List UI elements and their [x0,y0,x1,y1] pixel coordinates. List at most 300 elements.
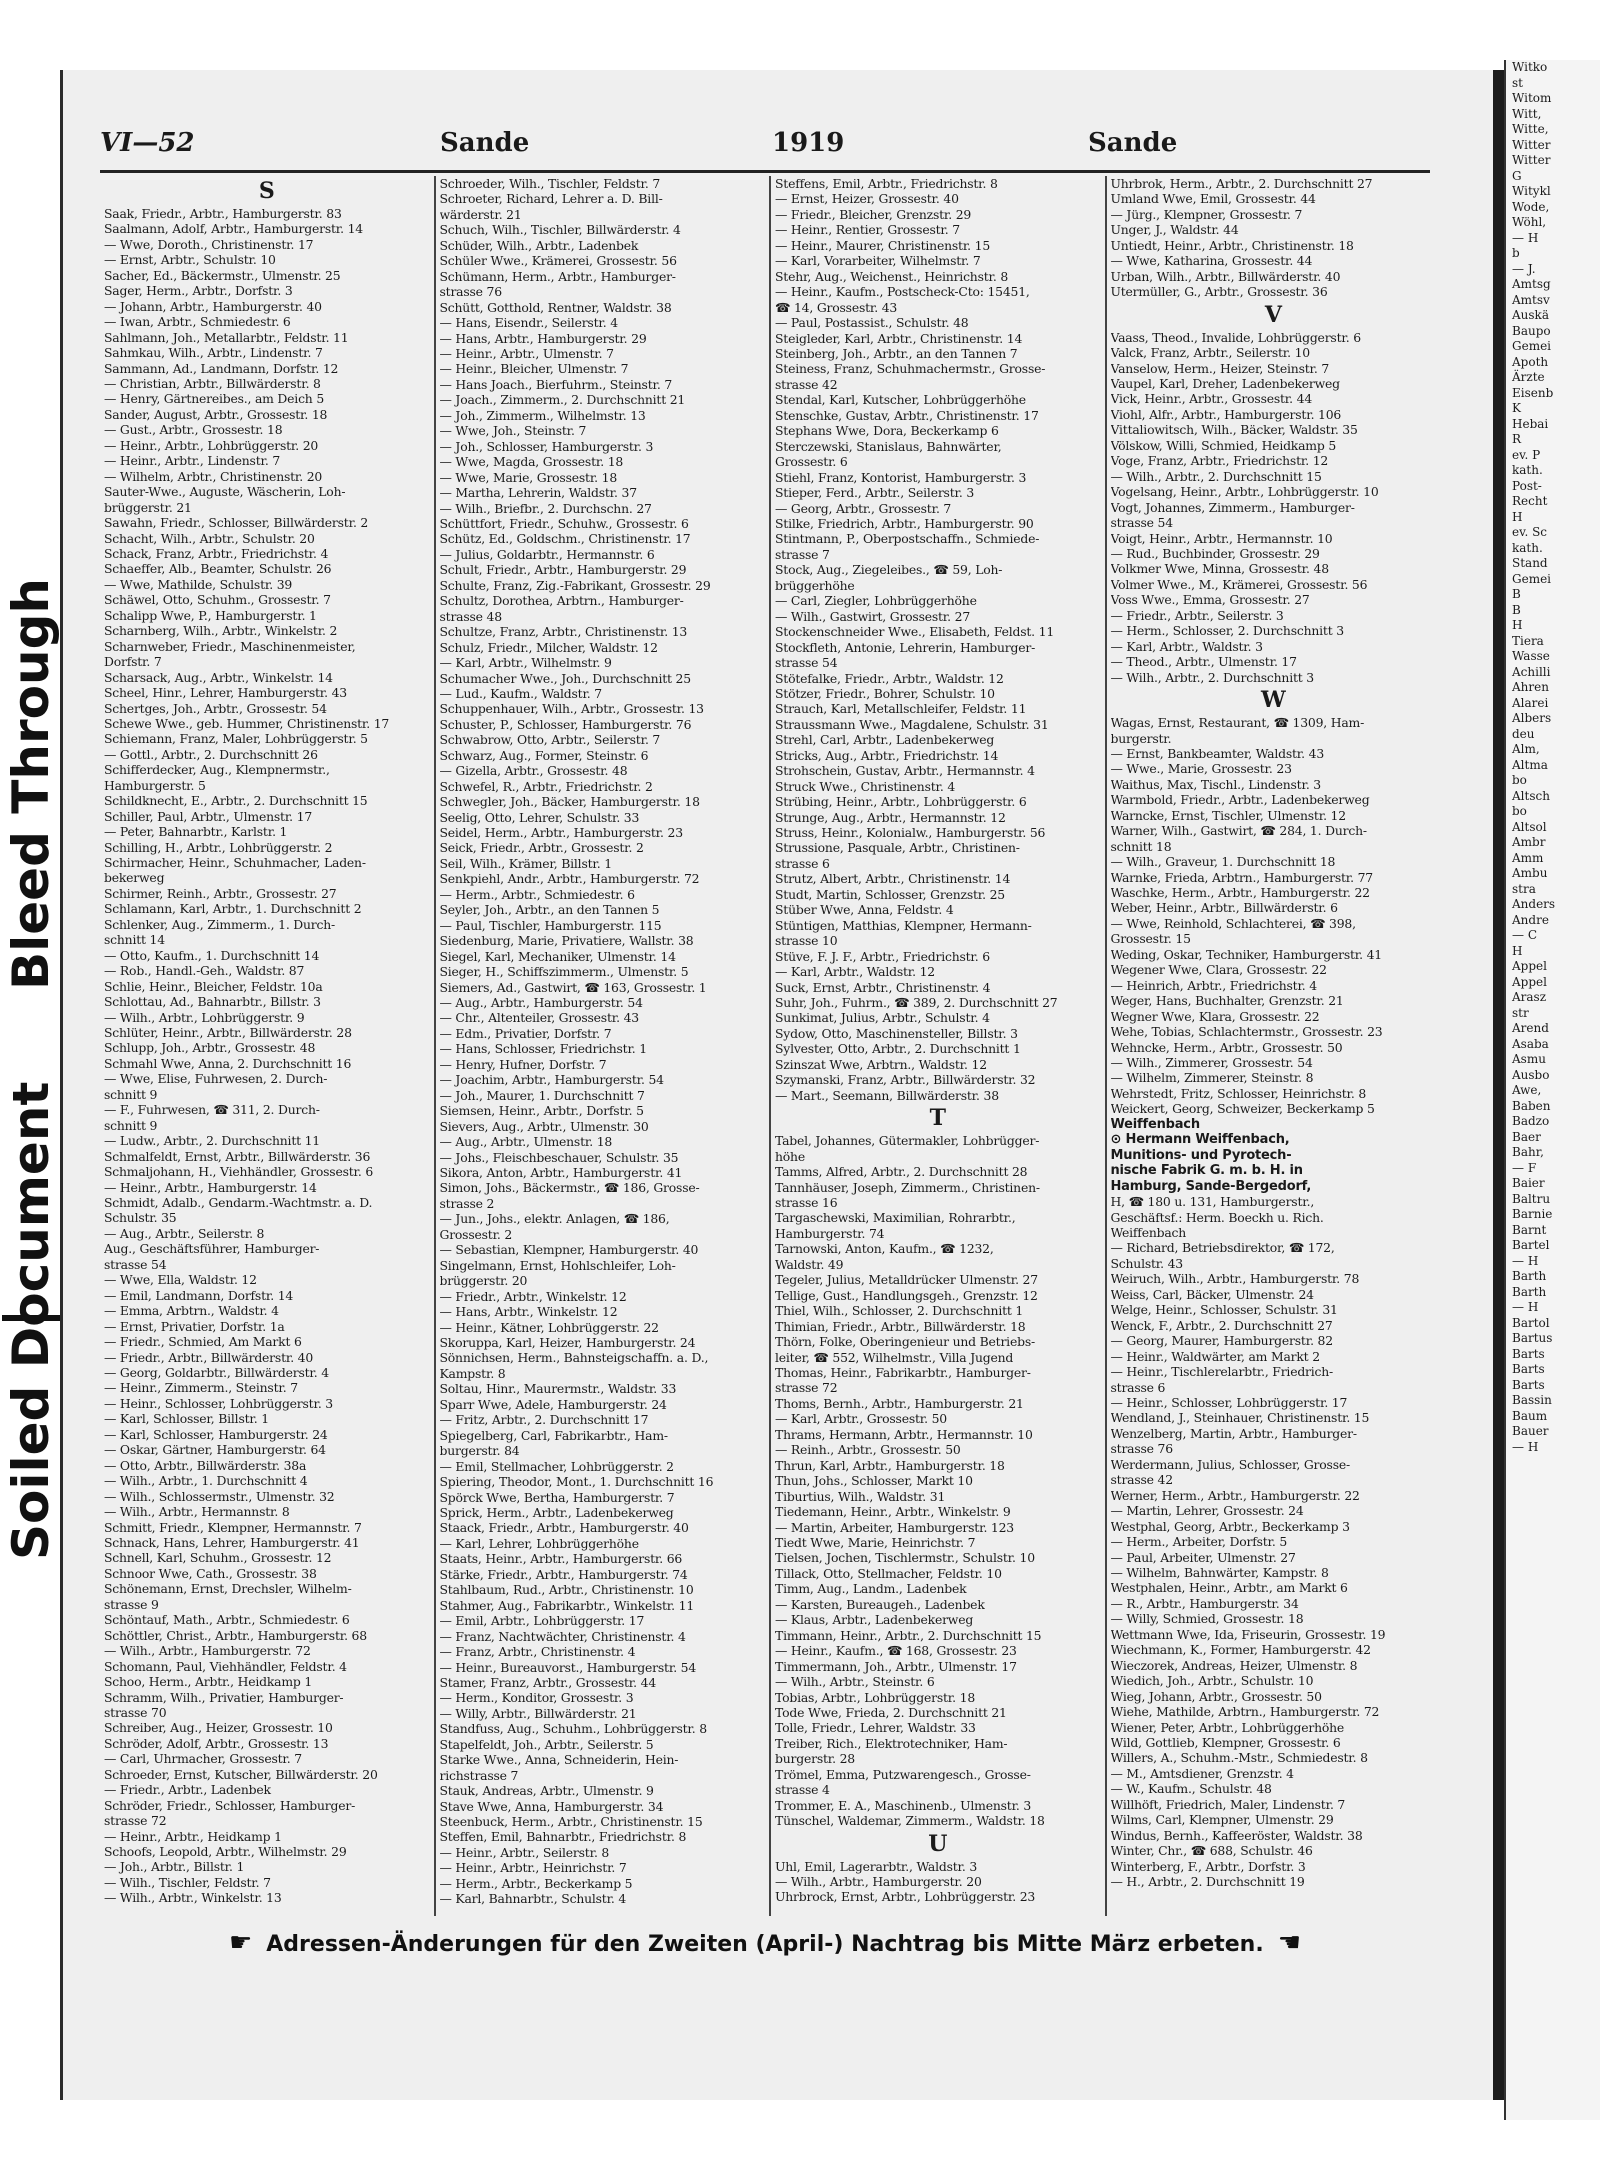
directory-entry: — Wilh., Arbtr., 2. Durchschnitt 3 [1110,669,1314,685]
directory-entry: Schmahl Wwe, Anna, 2. Durchschnitt 16 [104,1055,352,1071]
directory-entry: Strehl, Carl, Arbtr., Ladenbekerweg [775,732,995,748]
directory-entry: Sammann, Ad., Landmann, Dorfstr. 12 [104,360,339,376]
directory-entry: — Heinr., Arbtr., Seilerstr. 8 [439,1844,610,1860]
directory-entry: — Friedr., Arbtr., Winkelstr. 12 [439,1288,627,1304]
directory-entry: Schmalfeldt, Ernst, Arbtr., Billwärderstr. 36 [104,1148,371,1164]
edge-fragment: — H [1512,1300,1539,1314]
directory-entry: Schreiber, Aug., Heizer, Grossestr. 10 [104,1720,333,1736]
directory-entry: Willhöft, Friedrich, Maler, Lindenstr. 7 [1110,1796,1346,1812]
directory-entry: — Heinr., Waldwärter, am Markt 2 [1110,1348,1320,1364]
edge-fragment: G [1512,168,1522,183]
directory-entry: Viohl, Alfr., Arbtr., Hamburgerstr. 106 [1110,406,1342,422]
edge-fragment: Tiera [1512,633,1544,648]
directory-entry: Tamms, Alfred, Arbtr., 2. Durchschnitt 28 [775,1164,1028,1180]
directory-entry: — Karsten, Bureaugeh., Ladenbek [775,1596,985,1612]
directory-entry: Schlamann, Karl, Arbtr., 1. Durchschnitt 2 [104,901,362,917]
directory-column-3 [771,176,1107,1916]
bleed-through-label: Bleed Through [2,578,60,990]
directory-entry: — Joh., Arbtr., Billstr. 1 [104,1859,245,1875]
directory-entry: Schüttfort, Friedr., Schuhw., Grossestr. 6 [439,515,689,531]
directory-entry: — Joach., Zimmerm., 2. Durchschnitt 21 [439,392,686,408]
edge-fragment: Barth [1512,1284,1547,1299]
directory-entry: Seelig, Otto, Lehrer, Schulstr. 33 [439,809,640,825]
directory-entry: — Wwe, Magda, Grossestr. 18 [439,454,624,470]
directory-entry: Schirmacher, Heinr., Schuhmacher, Laden- [104,855,366,871]
directory-entry: Schroeder, Ernst, Kutscher, Billwärderstr. 20 [104,1766,378,1782]
edge-fragment: Anders [1512,897,1556,911]
directory-entry: Straussmann Wwe., Magdalene, Schulstr. 31 [775,716,1049,732]
directory-entry: Tielsen, Jochen, Tischlermstr., Schulstr. 10 [775,1550,1035,1566]
directory-entry: — Rob., Handl.-Geh., Waldstr. 87 [104,963,305,979]
directory-entry: Aug., Geschäftsführer, Hamburger- [104,1241,320,1257]
directory-entry: Sparr Wwe, Adele, Hamburgerstr. 24 [439,1396,667,1412]
directory-entry: Szinszat Wwe, Arbtrn., Waldstr. 12 [775,1056,987,1072]
directory-entry: Sieger, H., Schiffszimmerm., Ulmenstr. 5 [439,964,689,980]
directory-entry: Thomas, Heinr., Fabrikarbtr., Hamburger- [775,1364,1031,1380]
directory-entry: Waithus, Max, Tischl., Lindenstr. 3 [1110,776,1321,792]
directory-entry: richstrasse 7 [439,1767,519,1783]
edge-fragment: Witko [1512,60,1548,74]
edge-fragment: ev. P [1512,447,1541,462]
edge-fragment: — H [1512,1253,1539,1268]
directory-entry: Senkpiehl, Andr., Arbtr., Hamburgerstr. 72 [439,871,700,887]
directory-entry: — Karl, Arbtr., Waldstr. 12 [775,964,935,980]
directory-entry: — Wilhelm, Zimmerer, Steinstr. 8 [1110,1070,1314,1086]
directory-entry: strasse 42 [775,376,838,392]
directory-entry: Seidel, Herm., Arbtr., Hamburgerstr. 23 [439,825,683,841]
directory-entry: Scharnweber, Friedr., Maschinenmeister, [104,638,356,654]
edge-fragment: Gemei [1512,571,1552,586]
directory-entry: Saalmann, Adolf, Arbtr., Hamburgerstr. 14 [104,221,363,237]
directory-entry: Warner, Wilh., Gastwirt, ☎ 284, 1. Durch- [1110,823,1367,839]
directory-entry: Schult, Friedr., Arbtr., Hamburgerstr. 29 [439,562,687,578]
edge-fragment: Baupo [1512,323,1551,338]
edge-fragment: Arasz [1512,990,1547,1004]
edge-fragment: Baum [1512,1408,1548,1423]
directory-entry: Weiruch, Wilh., Arbtr., Hamburgerstr. 78 [1110,1271,1360,1287]
directory-entry: Schuch, Wilh., Tischler, Billwärderstr. 4 [439,222,681,238]
directory-entry: Stärke, Friedr., Arbtr., Hamburgerstr. 74 [439,1566,688,1582]
directory-entry: Schroeder, Wilh., Tischler, Feldstr. 7 [439,176,661,191]
directory-entry: Stockenschneider Wwe., Elisabeth, Feldst. 11 [775,624,1055,640]
directory-entry: — Friedr., Bleicher, Grenzstr. 29 [775,206,972,222]
directory-entry: — Aug., Arbtr., Hamburgerstr. 54 [439,995,643,1011]
directory-entry: Voigt, Heinr., Arbtr., Hermannstr. 10 [1110,530,1333,546]
directory-entry: Stahmer, Aug., Fabrikarbtr., Winkelstr. 11 [439,1597,695,1613]
directory-entry: Schiemann, Franz, Maler, Lohbrüggerstr. 5 [104,731,368,747]
directory-entry: Wiechmann, K., Former, Hamburgerstr. 42 [1110,1642,1371,1658]
directory-entry: Schulz, Friedr., Milcher, Waldstr. 12 [439,639,658,655]
directory-entry: Stephans Wwe, Dora, Beckerkamp 6 [775,423,999,439]
directory-entry: Tegeler, Julius, Metalldrücker Ulmenstr. 27 [775,1272,1038,1288]
directory-entry: Schlenker, Aug., Zimmerm., 1. Durch- [104,916,336,932]
directory-entry: — Wilh., Arbtr., Steinstr. 6 [775,1674,935,1690]
directory-entry: — Heinr., Arbtr., Ulmenstr. 7 [439,345,614,361]
directory-entry: — Iwan, Arbtr., Schmiedestr. 6 [104,314,291,330]
directory-entry: Wettmann Wwe, Ida, Friseurin, Grossestr. 19 [1110,1626,1386,1642]
directory-entry: Vogt, Johannes, Zimmerm., Hamburger- [1110,499,1355,515]
edge-fragment: Ambr [1512,835,1546,849]
directory-entry: bekerweg [104,870,165,886]
directory-entry: Sterczewski, Stanislaus, Bahnwärter, [775,438,1002,454]
directory-entry: brüggerstr. 21 [104,499,192,515]
directory-entry: Schramm, Wilh., Privatier, Hamburger- [104,1689,344,1705]
directory-entry: Stricks, Aug., Arbtr., Friedrichstr. 14 [775,747,999,763]
directory-entry: Tobias, Arbtr., Lohbrüggerstr. 18 [775,1689,976,1705]
directory-entry: Schwefel, R., Arbtr., Friedrichstr. 2 [439,778,653,794]
edge-fragment: Barts [1512,1346,1545,1361]
directory-entry: Schöntauf, Math., Arbtr., Schmiedestr. 6 [104,1612,350,1628]
directory-entry: — Herm., Arbtr., Beckerkamp 5 [439,1875,633,1891]
directory-entry: Umland Wwe, Emil, Grossestr. 44 [1110,191,1316,207]
directory-entry: — Wwe, Ella, Waldstr. 12 [104,1272,257,1288]
directory-entry: Winter, Chr., ☎ 688, Schulstr. 46 [1110,1843,1313,1859]
edge-fragment: Recht [1512,494,1548,508]
edge-fragment: Eisenb [1512,385,1554,400]
edge-fragment: Post- [1512,478,1542,493]
edge-fragment: Ambu [1512,866,1548,880]
directory-entry: Stamer, Franz, Arbtr., Grossestr. 44 [439,1674,657,1690]
edge-fragment: Ahren [1512,680,1549,694]
directory-entry: Tarnowski, Anton, Kaufm., ☎ 1232, [775,1241,994,1257]
directory-entry: — Friedr., Arbtr., Seilerstr. 3 [1110,607,1284,623]
directory-entry: Schönemann, Ernst, Drechsler, Wilhelm- [104,1581,352,1597]
directory-entry: — Klaus, Arbtr., Ladenbekerweg [775,1612,974,1628]
directory-entry: — Martha, Lehrerin, Waldstr. 37 [439,485,637,501]
directory-entry: Sauter-Wwe., Auguste, Wäscherin, Loh- [104,484,346,500]
directory-entry: — Heinr., Bureauvorst., Hamburgerstr. 54 [439,1659,697,1675]
directory-entry: Studt, Martin, Schlosser, Grenzstr. 25 [775,886,1005,902]
directory-entry: — Wilh., Schlossermstr., Ulmenstr. 32 [104,1488,335,1504]
directory-entry: — Henry, Hufner, Dorfstr. 7 [439,1056,607,1072]
edge-fragment: Amtsg [1512,277,1551,291]
directory-entry: Tünschel, Waldemar, Zimmerm., Waldstr. 18 [775,1813,1045,1829]
directory-entry: — Fritz, Arbtr., 2. Durchschnitt 17 [439,1412,649,1428]
edge-fragment: b [1512,246,1520,260]
directory-entry: — Hans, Eisendr., Seilerstr. 4 [439,315,618,331]
directory-entry: Sager, Herm., Arbtr., Dorfstr. 3 [104,283,293,299]
directory-entry: — Carl, Ziegler, Lohbrüggerhöhe [775,593,977,609]
directory-entry: Stahlbaum, Rud., Arbtr., Christinenstr. 10 [439,1582,694,1598]
directory-entry: Schütt, Gotthold, Rentner, Waldstr. 38 [439,299,672,315]
directory-entry: Wiedich, Joh., Arbtr., Schulstr. 10 [1110,1673,1314,1689]
directory-entry: Schnoor Wwe, Cath., Grossestr. 38 [104,1565,317,1581]
directory-entry: — Willy, Arbtr., Billwärderstr. 21 [439,1705,637,1721]
directory-entry: — Wwe, Reinhold, Schlachterei, ☎ 398, [1110,915,1356,931]
directory-entry: Wieczorek, Andreas, Heizer, Ulmenstr. 8 [1110,1657,1358,1673]
directory-entry: Spiegelberg, Carl, Fabrikarbtr., Ham- [439,1427,668,1443]
directory-entry: — Willy, Schmied, Grossestr. 18 [1110,1611,1304,1627]
edge-fragment: Ärzte [1512,370,1545,384]
edge-fragment: Witykl [1512,184,1551,198]
edge-fragment: Hebai [1512,416,1549,431]
edge-fragment: kath. [1512,540,1543,555]
directory-entry: — Joh., Schlosser, Hamburgerstr. 3 [439,438,654,454]
directory-entry: Siedenburg, Marie, Privatiere, Wallstr. 38 [439,933,694,949]
directory-entry: — Heinr., Arbtr., Hamburgerstr. 14 [104,1179,317,1195]
section-letter: V [1264,301,1282,328]
edge-fragment: Wode, [1512,199,1550,214]
directory-entry: Schertges, Joh., Arbtr., Grossestr. 54 [104,700,327,716]
edge-fragment: — F [1512,1160,1537,1175]
directory-entry: — Theod., Arbtr., Ulmenstr. 17 [1110,654,1297,670]
directory-entry: Tolle, Friedr., Lehrer, Waldstr. 33 [775,1720,976,1736]
directory-entry: Stötefalke, Friedr., Arbtr., Waldstr. 12 [775,670,1004,686]
directory-entry: Werdermann, Julius, Schlosser, Grosse- [1110,1456,1350,1472]
edge-fragment: Baer [1512,1129,1541,1144]
directory-entry: Sönnichsen, Herm., Bahnsteigschaffn. a. D., [439,1350,709,1366]
directory-entry: Tiedt Wwe, Marie, Heinrichstr. 7 [775,1534,976,1550]
edge-fragment: Altsol [1512,819,1547,834]
edge-fragment: Bartus [1512,1331,1553,1345]
directory-entry: Standfuss, Aug., Schuhm., Lohbrüggerstr. 8 [439,1721,707,1737]
directory-entry: — Wilh., Arbtr., Winkelstr. 13 [104,1890,282,1906]
directory-entry: Strussione, Pasquale, Arbtr., Christinen- [775,840,1020,856]
directory-entry: Schümann, Herm., Arbtr., Hamburger- [439,268,676,284]
directory-entry: — Johann, Arbtr., Hamburgerstr. 40 [104,298,322,314]
directory-entry: — Hans, Arbtr., Winkelstr. 12 [439,1304,618,1320]
directory-entry: Siegel, Karl, Mechaniker, Ulmenstr. 14 [439,948,676,964]
directory-entry: — Emil, Landmann, Dorfstr. 14 [104,1287,294,1303]
directory-entry: Schacht, Wilh., Arbtr., Schulstr. 20 [104,530,315,546]
directory-entry: Utermüller, G., Arbtr., Grossestr. 36 [1110,284,1328,300]
directory-entry: Schulte, Franz, Zig.-Fabrikant, Grossestr. 29 [439,577,711,593]
directory-entry: Welge, Heinr., Schlosser, Schulstr. 31 [1110,1302,1338,1318]
directory-entry: — Ernst, Heizer, Grossestr. 40 [775,191,959,207]
directory-entry: Seil, Wilh., Krämer, Billstr. 1 [439,855,612,871]
directory-entry: — Emil, Stellmacher, Lohbrüggerstr. 2 [439,1458,674,1474]
directory-entry: Völskow, Willi, Schmied, Heidkamp 5 [1110,437,1337,453]
directory-entry: Schäwel, Otto, Schuhm., Grossestr. 7 [104,592,331,608]
directory-entry: Strunge, Aug., Arbtr., Hermannstr. 12 [775,809,1006,825]
directory-entry: Suhr, Joh., Fuhrm., ☎ 389, 2. Durchschnitt 27 [775,995,1058,1011]
directory-entry: — Heinr., Arbtr., Heinrichstr. 7 [439,1860,627,1876]
directory-entry: schnitt 9 [104,1117,158,1133]
directory-entry: — Herm., Arbeiter, Dorfstr. 5 [1110,1534,1288,1550]
directory-entry: Schröder, Friedr., Schlosser, Hamburger- [104,1797,356,1813]
directory-entry: Stüntigen, Matthias, Klempner, Hermann- [775,917,1032,933]
directory-entry: Schmaljohann, H., Viehhändler, Grossestr. 6 [104,1164,374,1180]
directory-entry: Vanselow, Herm., Heizer, Steinstr. 7 [1110,360,1330,376]
directory-entry: — Wilh., Arbtr., Lohbrüggerstr. 9 [104,1009,305,1025]
directory-entry: — Lud., Kaufm., Waldstr. 7 [439,685,602,701]
directory-entry: Schaeffer, Alb., Beamter, Schulstr. 26 [104,561,332,577]
directory-entry: Steiness, Franz, Schuhmachermstr., Grosse- [775,361,1046,377]
directory-entry: — Heinr., Kaufm., ☎ 168, Grossestr. 23 [775,1643,1017,1659]
directory-entry: Wagas, Ernst, Restaurant, ☎ 1309, Ham- [1110,715,1365,731]
advertisement-line: ⊙ Hermann Weiffenbach, [1110,1132,1290,1148]
directory-entry: — Wwe, Joh., Steinstr. 7 [439,423,587,439]
directory-entry: Weiss, Carl, Bäcker, Ulmenstr. 24 [1110,1286,1314,1302]
directory-entry: — Peter, Bahnarbtr., Karlstr. 1 [104,824,288,840]
edge-fragment: Witt, [1512,106,1542,121]
directory-entry: Tiedemann, Heinr., Arbtr., Winkelstr. 9 [775,1504,1011,1520]
directory-entry: — Franz, Arbtr., Christinenstr. 4 [439,1644,636,1660]
directory-entry: Scheel, Hinr., Lehrer, Hamburgerstr. 43 [104,685,347,701]
directory-entry: Schüder, Wilh., Arbtr., Ladenbek [439,237,639,253]
directory-entry: — Jürg., Klempner, Grossestr. 7 [1110,206,1303,222]
directory-entry: — Otto, Kaufm., 1. Durchschnitt 14 [104,947,320,963]
edge-fragment: Witom [1512,91,1552,105]
directory-entry: Timmermann, Joh., Arbtr., Ulmenstr. 17 [775,1658,1017,1674]
directory-entry: Schulstr. 43 [1110,1255,1183,1271]
directory-entry: — Wilh., Arbtr., Hamburgerstr. 72 [104,1643,311,1659]
directory-entry: — Heinr., Schlosser, Lohbrüggerstr. 3 [104,1395,333,1411]
edge-fragment: Andre [1512,912,1549,927]
directory-entry: — Wwe, Doroth., Christinenstr. 17 [104,236,314,252]
directory-entry: Thoms, Bernh., Arbtr., Hamburgerstr. 21 [775,1395,1024,1411]
directory-entry: — Gust., Arbtr., Grossestr. 18 [104,422,283,438]
directory-entry: — Carl, Uhrmacher, Grossestr. 7 [104,1751,302,1767]
directory-entry: Thiel, Wilh., Schlosser, 2. Durchschnitt 1 [775,1303,1024,1319]
directory-entry: Westphal, Georg, Arbtr., Beckerkamp 3 [1110,1518,1350,1534]
directory-entry: — Heinr., Schlosser, Lohbrüggerstr. 17 [1110,1394,1348,1410]
directory-entry: Sawahn, Friedr., Schlosser, Billwärderstr. 2 [104,515,369,531]
edge-fragment: stra [1512,881,1536,896]
directory-entry: Vogelsang, Heinr., Arbtr., Lohbrüggerstr. 10 [1110,484,1379,500]
directory-entry: Tillack, Otto, Stellmacher, Feldstr. 10 [775,1565,1002,1581]
directory-entry: Skoruppa, Karl, Heizer, Hamburgerstr. 24 [439,1334,696,1350]
directory-entry: Saak, Friedr., Arbtr., Hamburgerstr. 83 [104,206,342,221]
directory-entry: Werner, Herm., Arbtr., Hamburgerstr. 22 [1110,1487,1360,1503]
directory-entry: Schoo, Herm., Arbtr., Heidkamp 1 [104,1674,313,1690]
edge-fragment: kath. [1512,463,1543,477]
directory-entry: Stüber Wwe, Anna, Feldstr. 4 [775,902,954,918]
directory-entry: Uhl, Emil, Lagerarbtr., Waldstr. 3 [775,1858,978,1874]
directory-entry: Uhrbrok, Herm., Arbtr., 2. Durchschnitt 27 [1110,176,1373,191]
directory-entry: Weding, Oskar, Techniker, Hamburgerstr. 41 [1110,946,1382,962]
directory-entry: Dorfstr. 7 [104,654,162,670]
edge-fragment: Wöhl, [1512,215,1547,229]
directory-entry: strasse 16 [775,1195,838,1210]
edge-fragment: Witter [1512,137,1551,152]
directory-entry: — Reinh., Arbtr., Grossestr. 50 [775,1442,961,1458]
directory-entry: Schmitt, Friedr., Klempner, Hermannstr. 7 [104,1519,362,1535]
directory-entry: — Ernst, Arbtr., Schulstr. 10 [104,252,276,268]
directory-entry: Westphalen, Heinr., Arbtr., am Markt 6 [1110,1580,1348,1596]
directory-entry: Stilke, Friedrich, Arbtr., Hamburgerstr. 90 [775,515,1034,531]
edge-fragment: Barts [1512,1377,1545,1392]
directory-entry: strasse 48 [439,608,502,624]
directory-entry: Wilms, Carl, Klempner, Ulmenstr. 29 [1110,1812,1334,1828]
directory-entry: — H., Arbtr., 2. Durchschnitt 19 [1110,1874,1305,1890]
directory-entry: Sievers, Aug., Arbtr., Ulmenstr. 30 [439,1118,649,1134]
directory-entry: — Heinr., Kätner, Lohbrüggerstr. 22 [439,1319,659,1335]
directory-entry: — F., Fuhrwesen, ☎ 311, 2. Durch- [104,1102,320,1118]
directory-entry: — Heinr., Arbtr., Lindenstr. 7 [104,453,281,469]
directory-entry: Vaupel, Karl, Dreher, Ladenbekerweg [1110,375,1340,391]
directory-entry: — Joachim, Arbtr., Hamburgerstr. 54 [439,1072,664,1088]
directory-entry: Stehr, Aug., Weichenst., Heinrichstr. 8 [775,268,1009,284]
directory-entry: Timmann, Heinr., Arbtr., 2. Durchschnitt 15 [775,1627,1042,1643]
directory-entry: Szymanski, Franz, Arbtr., Billwärderstr. 32 [775,1072,1036,1088]
directory-entry: — Wwe, Marie, Grossestr. 18 [439,469,618,485]
directory-entry: strasse 10 [775,933,838,949]
directory-entry: — Paul, Postassist., Schulstr. 48 [775,315,969,331]
directory-entry: — Richard, Betriebsdirektor, ☎ 172, [1110,1240,1335,1256]
footer-notice [100,1928,1430,1964]
directory-entry: — Franz, Nachtwächter, Christinenstr. 4 [439,1628,686,1644]
directory-entry: Schüler Wwe., Krämerei, Grossestr. 56 [439,253,677,269]
directory-entry: burgerstr. 84 [439,1443,520,1459]
directory-entry: strasse 9 [104,1596,159,1612]
directory-entry: strasse 6 [1110,1379,1166,1395]
directory-entry: Grossestr. 6 [775,454,848,470]
directory-entry: — Gizella, Arbtr., Grossestr. 48 [439,763,628,779]
directory-entry: Untiedt, Heinr., Arbtr., Christinenstr. 18 [1110,237,1354,253]
directory-entry: Schirmer, Reinh., Arbtr., Grossestr. 27 [104,885,337,901]
directory-entry: strasse 4 [775,1782,830,1798]
edge-fragment: H [1512,618,1523,632]
directory-entry: — Karl, Arbtr., Grossestr. 50 [775,1411,947,1427]
directory-entry: Wild, Gottlieb, Klempner, Grossestr. 6 [1110,1734,1341,1750]
directory-entry: Schalipp Wwe, P., Hamburgerstr. 1 [104,607,317,623]
directory-entry: — Herm., Schlosser, 2. Durchschnitt 3 [1110,623,1344,639]
directory-entry: — Ernst, Bankbeamter, Waldstr. 43 [1110,745,1325,761]
directory-entry: — Hans, Schlosser, Friedrichstr. 1 [439,1041,647,1057]
directory-entry: Sunkimat, Julius, Arbtr., Schulstr. 4 [775,1010,990,1026]
directory-entry: strasse 42 [1110,1472,1173,1488]
directory-entry: Scharsack, Aug., Arbtr., Winkelstr. 14 [104,669,333,685]
edge-fragment: Achilli [1512,664,1551,679]
directory-entry: Staack, Friedr., Arbtr., Hamburgerstr. 40 [439,1520,689,1536]
directory-entry: — Joh., Maurer, 1. Durchschnitt 7 [439,1087,645,1103]
directory-entry: — Georg, Goldarbtr., Billwärderstr. 4 [104,1364,329,1380]
edge-fragment: Appel [1512,959,1547,973]
directory-entry: — Wilh., Briefbr., 2. Durchschn. 27 [439,500,652,516]
edge-fragment: Auskä [1512,308,1549,322]
directory-entry: Schlie, Heinr., Bleicher, Feldstr. 10a [104,978,323,994]
section-letter: S [258,178,275,204]
directory-entry: — Chr., Altenteiler, Grossestr. 43 [439,1010,639,1026]
directory-entry: — Karl, Arbtr., Wilhelmstr. 9 [439,655,612,671]
directory-entry: Wenck, F., Arbtr., 2. Durchschnitt 27 [1110,1317,1333,1333]
edge-fragment: Alm, [1512,742,1540,756]
directory-entry: — Karl, Bahnarbtr., Schulstr. 4 [439,1891,627,1907]
directory-entry: Stock, Aug., Ziegeleibes., ☎ 59, Loh- [775,562,1003,578]
edge-fragment: B [1512,602,1521,617]
directory-entry: Weickert, Georg, Schweizer, Beckerkamp 5 [1110,1101,1375,1117]
directory-entry: Grossestr. 15 [1110,931,1191,947]
directory-entry: Warnke, Frieda, Arbtrn., Hamburgerstr. 77 [1110,869,1373,885]
directory-entry: Weiffenbach [1110,1225,1187,1240]
directory-entry: strasse 54 [1110,515,1173,531]
directory-entry: strasse 2 [439,1195,495,1211]
directory-entry: Waschke, Herm., Arbtr., Hamburgerstr. 22 [1110,885,1370,901]
directory-entry: — Karl, Vorarbeiter, Wilhelmstr. 7 [775,253,981,269]
directory-entry: — Julius, Goldarbtr., Hermannstr. 6 [439,546,655,562]
directory-entry: — Karl, Arbtr., Waldstr. 3 [1110,638,1263,654]
directory-entry: schnitt 14 [104,932,165,948]
directory-entry: — Wilh., Arbtr., 1. Durchschnitt 4 [104,1473,308,1489]
directory-entry: Schultze, Franz, Arbtr., Christinenstr. 13 [439,624,688,640]
directory-entry: Schuster, P., Schlosser, Hamburgerstr. 76 [439,716,692,732]
directory-entry: — Wwe., Marie, Grossestr. 23 [1110,761,1292,777]
edge-fragment: Barnt [1512,1222,1547,1237]
directory-entry: — Wilhelm, Bahnwärter, Kampstr. 8 [1110,1564,1329,1580]
edge-fragment: Asaba [1512,1036,1549,1051]
directory-entry: Sylvester, Otto, Arbtr., 2. Durchschnitt 1 [775,1041,1021,1057]
directory-entry: Stenschke, Gustav, Arbtr., Christinenstr. 17 [775,407,1039,423]
directory-entry: Wehe, Tobias, Schlachtermstr., Grossestr. 23 [1110,1024,1383,1040]
directory-entry: Staats, Heinr., Arbtr., Hamburgerstr. 66 [439,1551,683,1567]
directory-entry: brüggerhöhe [775,577,855,593]
directory-entry: Wiehe, Mathilde, Arbtrn., Hamburgerstr. 72 [1110,1704,1380,1720]
directory-entry: Steinberg, Joh., Arbtr., an den Tannen 7 [775,345,1018,361]
directory-entry: Strohschein, Gustav, Arbtr., Hermannstr. 4 [775,763,1035,779]
edge-fragment: H [1512,509,1523,524]
directory-entry: strasse 54 [775,655,838,671]
